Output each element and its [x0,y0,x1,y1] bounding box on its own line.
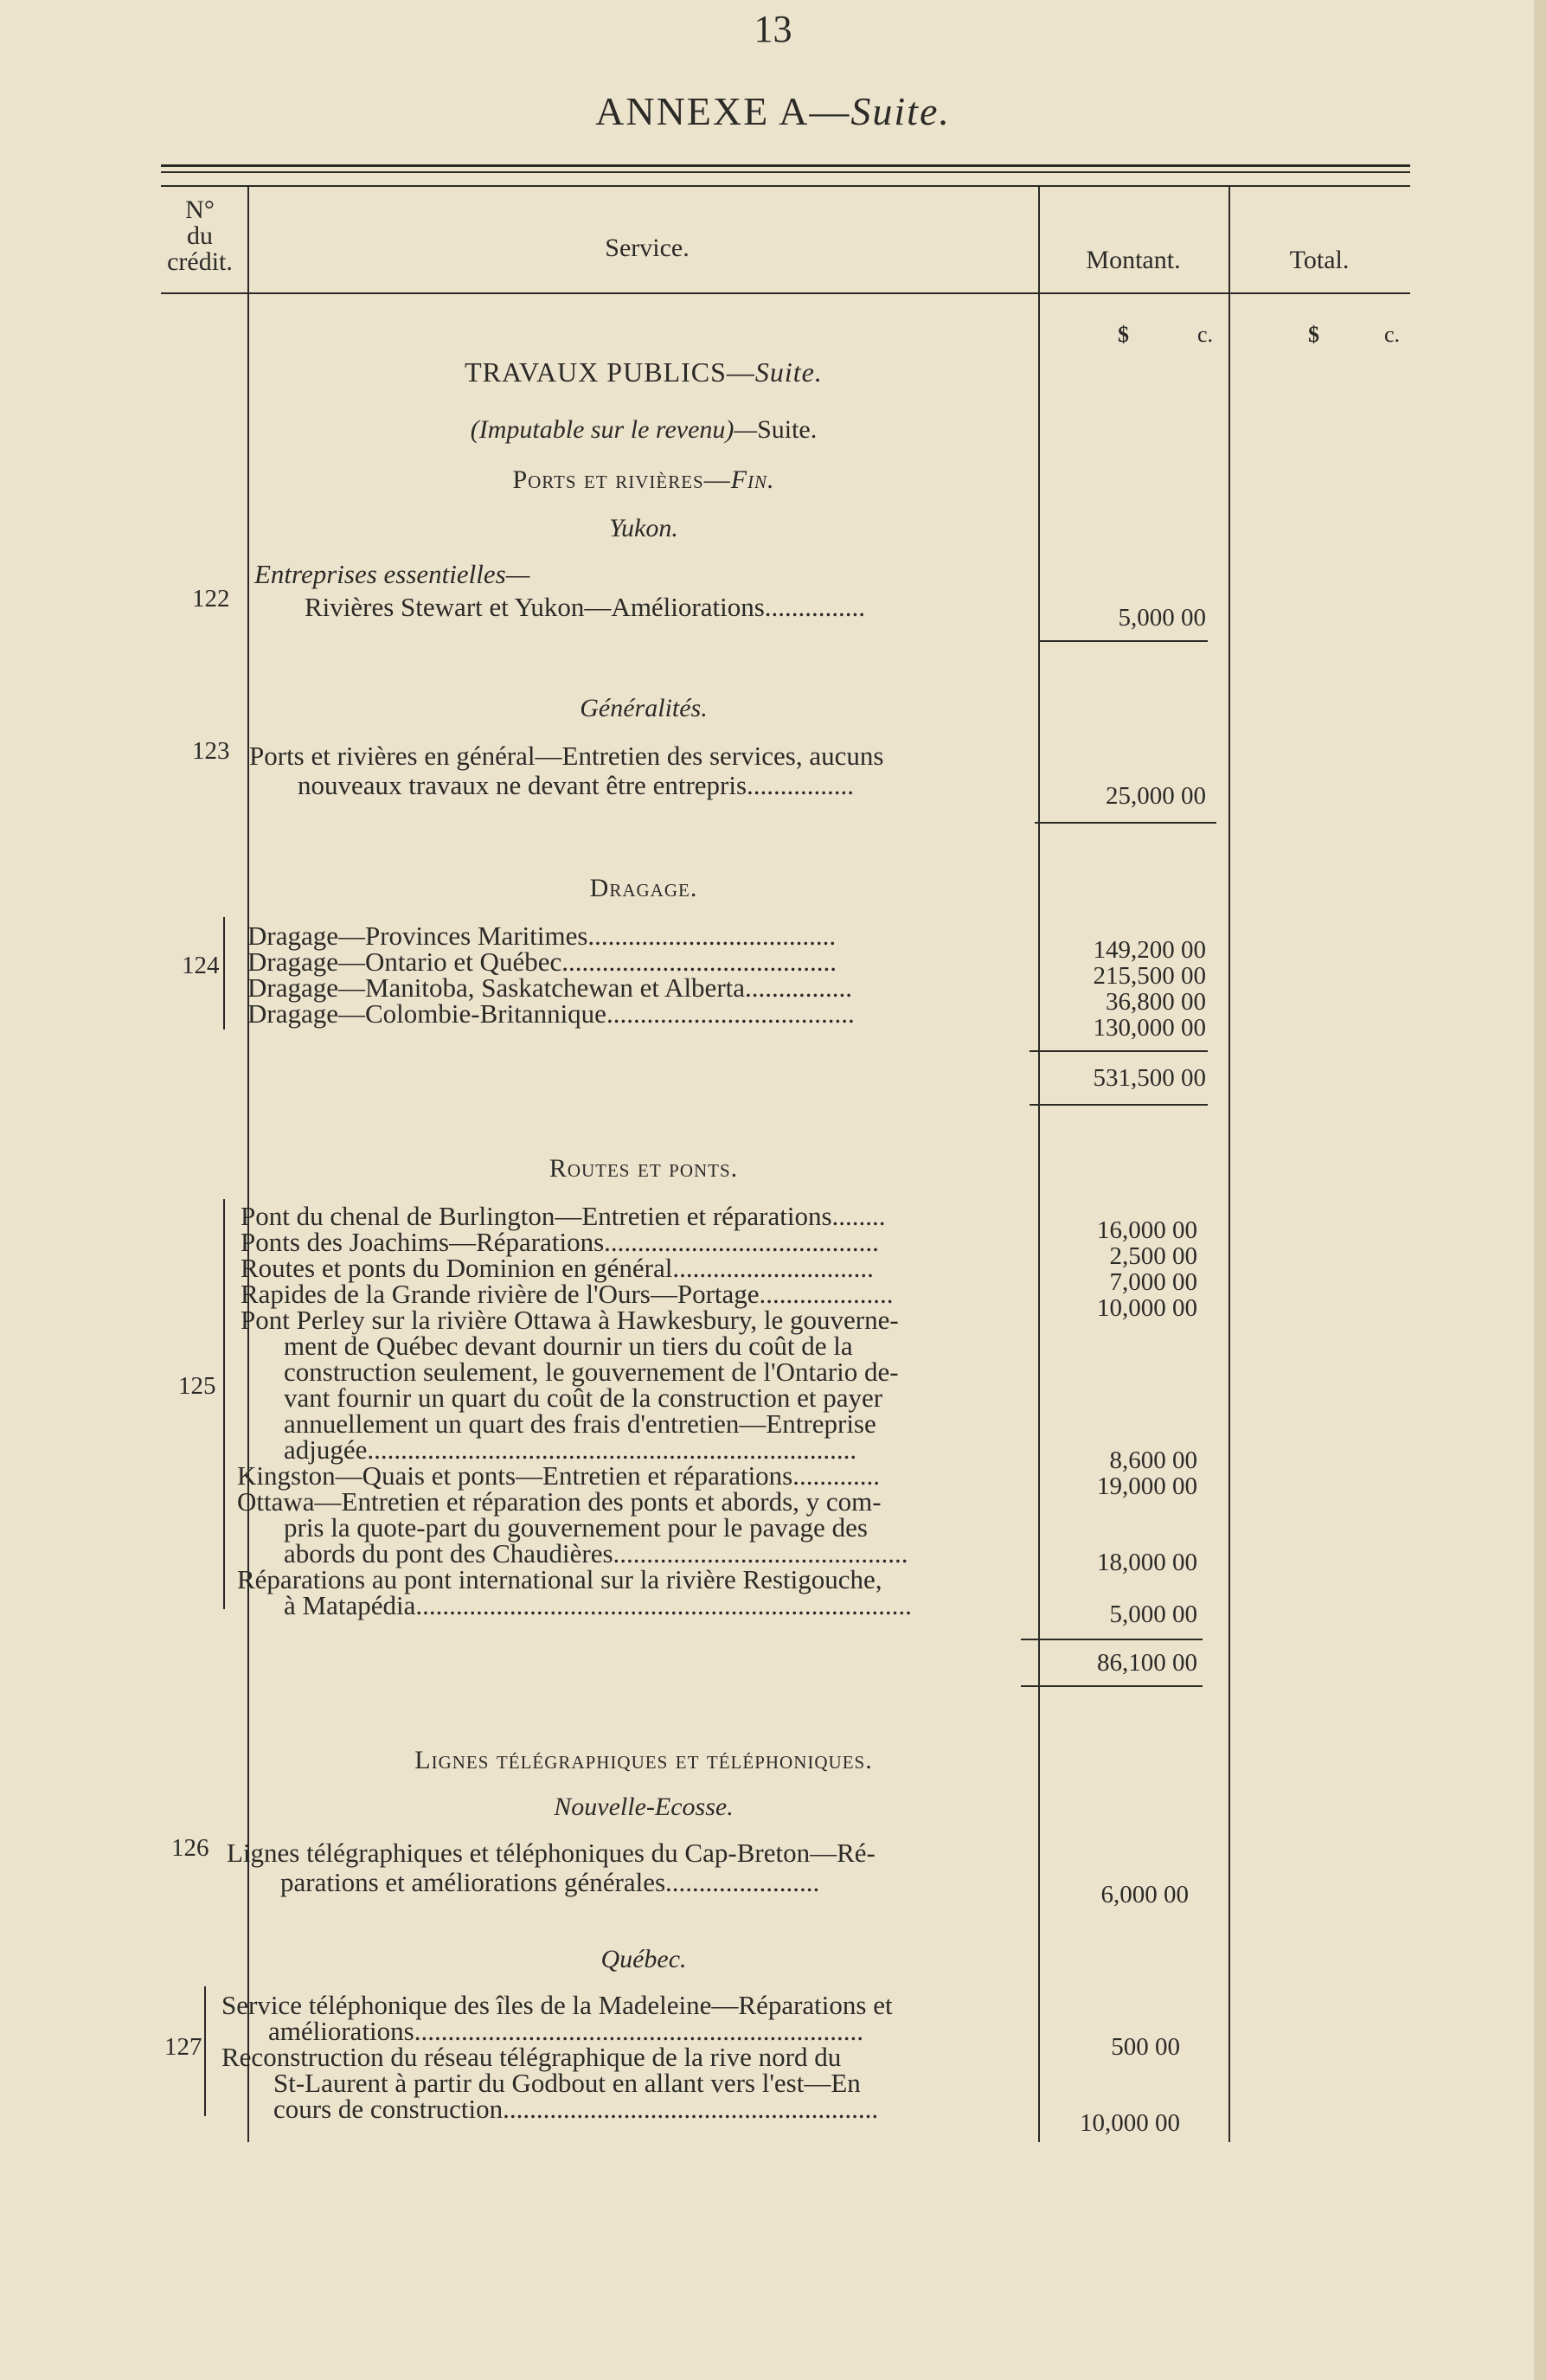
heading-dragage: Dragage. [589,874,698,902]
entry-125-line11: Kingston—Quais et ponts—Entretien et réparations............. [237,1460,881,1491]
entry-125-line8: vant fournir un quart du coût de la construction et payer [284,1382,883,1413]
heading-ports-main: Ports et rivières— [512,465,731,494]
entry-127-line4: St-Laurent à partir du Godbout en allant vers l'est—En [273,2068,861,2098]
header-montant: Montant. [1086,246,1181,274]
page-title [0,88,1546,134]
entry-125-line3: Routes et ponts du Dominion en général.............................. [241,1253,874,1283]
header-total: Total. [1289,246,1350,274]
amount-125-6: 19,000 00 [1097,1472,1197,1500]
heading-imputable-main: (Imputable sur le revenu)— [470,415,758,444]
entry-126-line2: parations et améliorations générales....................... [280,1867,820,1897]
col-divider-3 [1228,185,1230,2142]
amount-124-1: 149,200 00 [1093,936,1206,964]
entry-125-line2: Ponts des Joachims—Réparations......................................... [241,1227,879,1257]
amount-126: 6,000 00 [1100,1881,1189,1908]
entry-124-line3: Dragage—Manitoba, Saskatchewan et Alberta................ [247,972,853,1003]
amount-124-3: 36,800 00 [1106,988,1206,1016]
entry-127-line2: améliorations................................................................... [268,2016,863,2046]
rule-124-end [1030,1104,1208,1106]
total-dollar: $ [1308,322,1319,347]
entry-127-line1: Service téléphonique des îles de la Madeleine—Réparations et [221,1990,893,2020]
credit-127: 127 [164,2033,202,2061]
rule-123 [1035,822,1216,824]
header-credit-no [161,197,239,275]
entry-125-line7: construction seulement, le gouvernement de l'Ontario de- [284,1357,899,1387]
heading-tp-suffix: Suite. [754,356,823,388]
brace-124 [223,917,225,1030]
amount-125-5: 8,600 00 [1109,1447,1197,1474]
amount-125-7: 18,000 00 [1097,1549,1197,1576]
amount-127-1: 500 00 [1111,2033,1180,2061]
header-credit-line2: du [187,221,213,250]
top-rule-2 [161,171,1410,173]
col-divider-2 [1038,185,1040,2142]
header-bottom-rule [161,292,1410,294]
credit-124: 124 [182,952,220,979]
rule-125-sub [1021,1639,1203,1640]
entry-124-line4: Dragage—Colombie-Britannique..................................... [247,998,855,1029]
brace-127 [204,1986,206,2116]
entry-123-line1: Ports et rivières en général—Entretien des services, aucuns [249,741,884,771]
heading-nouvelle-ecosse: Nouvelle-Ecosse. [554,1793,734,1821]
heading-ports-suffix: Fin. [730,465,775,494]
brace-125 [223,1199,225,1609]
entry-124-line1: Dragage—Provinces Maritimes..................................... [247,921,837,951]
entry-125-line1: Pont du chenal de Burlington—Entretien et réparations........ [241,1201,886,1231]
amount-125-4: 10,000 00 [1097,1294,1197,1322]
entry-127-line5: cours de construction........................................................ [273,2094,879,2124]
amount-123: 25,000 00 [1106,782,1206,810]
rule-125-end [1021,1685,1203,1687]
entry-127-line3: Reconstruction du réseau télégraphique de la rive nord du [221,2042,842,2072]
entry-125-line6: ment de Québec devant dournir un tiers du coût de la [284,1331,853,1361]
header-credit-line3: crédit. [167,247,233,276]
credit-122: 122 [192,585,230,613]
amount-125-8: 5,000 00 [1109,1601,1197,1628]
header-service: Service. [605,234,690,262]
entry-124-line2: Dragage—Ontario et Québec......................................... [247,946,837,977]
heading-yukon: Yukon. [609,514,678,542]
heading-tp-main: TRAVAUX PUBLICS— [465,356,755,388]
entry-125-line16: à Matapédia.......................................................................... [284,1590,912,1620]
top-rule-1 [161,164,1410,167]
amount-122: 5,000 00 [1118,604,1206,632]
rule-124-sub [1030,1050,1208,1052]
entry-123-line2: nouveaux travaux ne devant être entrepris................ [298,770,855,800]
heading-travaux-publics [249,356,1038,388]
subtotal-124: 531,500 00 [1093,1064,1206,1092]
entry-122-line2: Rivières Stewart et Yukon—Améliorations............... [305,592,866,622]
heading-quebec: Québec. [600,1945,687,1973]
credit-125: 125 [178,1372,216,1400]
entry-125-line15: Réparations au pont international sur la rivière Restigouche, [237,1564,882,1594]
entry-125-line9: annuellement un quart des frais d'entretien—Entreprise [284,1408,876,1439]
entry-122-line1: Entreprises essentielles— [254,559,530,589]
entry-126-line1: Lignes télégraphiques et téléphoniques du Cap-Breton—Ré- [227,1838,876,1868]
page-number: 13 [754,8,792,50]
amount-127-2: 10,000 00 [1080,2109,1180,2137]
entry-125-line12: Ottawa—Entretien et réparation des ponts et abords, y com- [237,1486,882,1517]
top-rule-3 [161,185,1410,187]
montant-dollar: $ [1118,322,1129,347]
amount-125-1: 16,000 00 [1097,1216,1197,1244]
subtotal-125: 86,100 00 [1097,1649,1197,1677]
amount-124-4: 130,000 00 [1093,1014,1206,1042]
heading-imputable [249,415,1038,445]
title-suffix: Suite. [850,89,951,133]
entry-125-line4: Rapides de la Grande rivière de l'Ours—Portage.................... [241,1279,894,1309]
title-main: ANNEXE A— [595,89,851,133]
entry-125-line14: abords du pont des Chaudières............................................ [284,1538,908,1568]
heading-ports [249,465,1038,495]
montant-cents: c. [1197,322,1214,347]
header-credit-line1: N° [185,196,215,224]
entry-125-line13: pris la quote-part du gouvernement pour le pavage des [284,1512,868,1543]
credit-126: 126 [171,1834,209,1862]
entry-125-line5: Pont Perley sur la rivière Ottawa à Hawkesbury, le gouverne- [241,1305,899,1335]
entry-125-line10: adjugée......................................................................... [284,1434,857,1465]
rule-122 [1038,640,1208,642]
total-cents: c. [1384,322,1401,347]
amount-125-3: 7,000 00 [1109,1268,1197,1296]
heading-routes-ponts: Routes et ponts. [548,1154,739,1183]
heading-imputable-suffix: Suite. [757,415,818,444]
page-edge-shadow [1534,0,1546,2380]
credit-123: 123 [192,737,230,765]
amount-124-2: 215,500 00 [1093,962,1206,990]
amount-125-2: 2,500 00 [1109,1242,1197,1270]
heading-lignes: Lignes télégraphiques et téléphoniques. [414,1746,873,1774]
heading-generalites: Généralités. [580,694,708,722]
